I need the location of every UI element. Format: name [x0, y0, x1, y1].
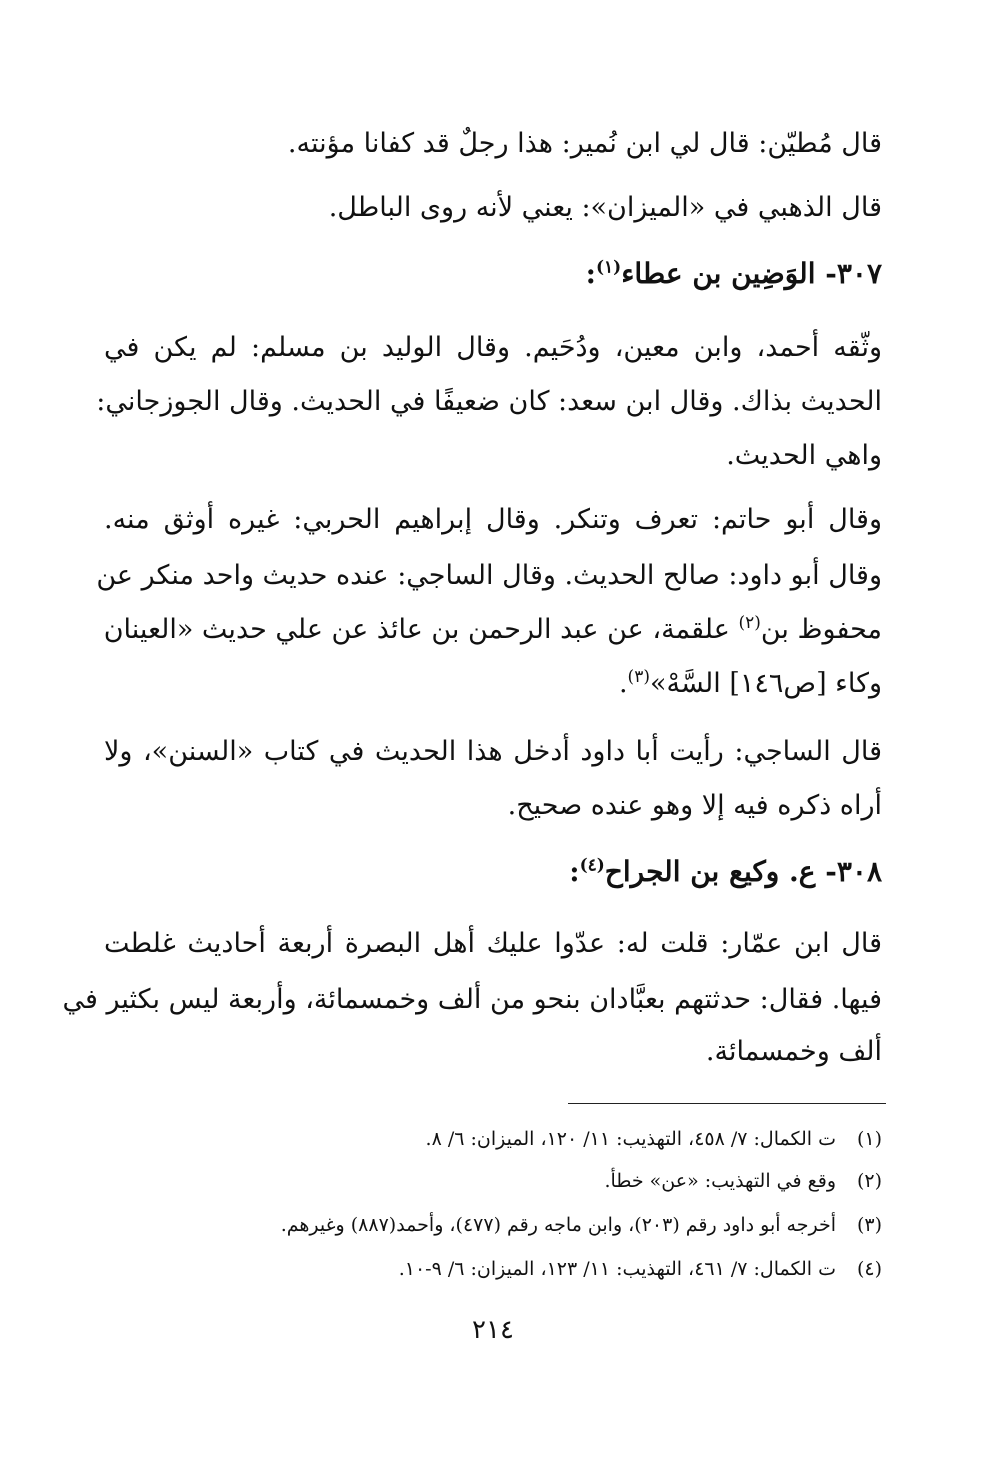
entry-heading-308 [104, 852, 882, 892]
text-line: قال مُطيّن: قال لي ابن نُمير: هذا رجلٌ قد كفانا مؤنته. [287, 128, 882, 159]
footnote [104, 1210, 882, 1240]
text-line: الحديث بذاك. وقال ابن سعد: كان ضعيفًا في الحديث. وقال الجوزجاني: [96, 386, 882, 417]
text-line: وثّقه أحمد، وابن معين، ودُحَيم. وقال الوليد بن مسلم: لم يكن في [104, 332, 882, 363]
text-line: قال الساجي: رأيت أبا داود أدخل هذا الحديث في كتاب «السنن»، ولا [104, 736, 882, 767]
footnote-text: ت الكمال: ٧/ ٤٥٨، التهذيب: ١١/ ١٢٠، الميزان: ٦/ ٨. [425, 1128, 836, 1150]
text-line: فيها. فقال: حدثتهم بعبَّادان بنحو من ألف وخمسمائة، وأربعة ليس بكثير في [62, 984, 882, 1015]
footnote-ref: (٢) [738, 613, 761, 633]
footnote [104, 1254, 882, 1284]
footnote-number: (٤) [856, 1258, 882, 1280]
footnote-text: ت الكمال: ٧/ ٤٦١، التهذيب: ١١/ ١٢٣، الميزان: ٦/ ٩-١٠. [398, 1258, 836, 1280]
text-line: وقال أبو حاتم: تعرف وتنكر. وقال إبراهيم الحربي: غيره أوثق منه. [104, 504, 882, 535]
text-line: واهي الحديث. [726, 440, 882, 471]
text-segment: علقمة، عن عبد الرحمن بن عائذ عن علي حديث «العينان [103, 614, 739, 645]
text-segment: وكاء [ص١٤٦] السَّهْ» [649, 668, 882, 699]
footnote-text: أخرجه أبو داود رقم (٢٠٣)، وابن ماجه رقم (٤٧٧)، وأحمد(٨٨٧) وغيرهم. [280, 1214, 836, 1236]
heading-colon: : [569, 855, 580, 888]
text-line: قال ابن عمّار: قلت له: عدّوا عليك أهل البصرة أربعة أحاديث غلطت [104, 928, 882, 959]
footnote-ref: (١) [595, 257, 622, 278]
main-text [62, 0, 882, 1080]
footnote-ref: (٤) [579, 855, 605, 876]
text-line [104, 664, 882, 704]
heading-colon: : [585, 257, 596, 290]
footnote-divider [568, 1103, 886, 1104]
footnote-ref: (٣) [627, 667, 650, 687]
entry-title: ٣٠٧- الوَضِين بن عطاء [621, 257, 882, 290]
text-line: أراه ذكره فيه إلا وهو عنده صحيح. [507, 790, 882, 821]
entry-heading-307 [104, 254, 882, 294]
footnote-number: (١) [856, 1128, 882, 1150]
line-end-dot: . [618, 668, 628, 699]
footnote [104, 1124, 882, 1154]
text-segment: محفوظ بن [760, 614, 882, 645]
text-line: قال الذهبي في «الميزان»: يعني لأنه روى الباطل. [328, 192, 882, 223]
text-line: ألف وخمسمائة. [705, 1036, 882, 1067]
page-number: ٢١٤ [472, 1315, 514, 1345]
text-line: وقال أبو داود: صالح الحديث. وقال الساجي: عنده حديث واحد منكر عن [96, 560, 882, 591]
footnote-number: (٢) [856, 1170, 882, 1192]
footnote-text: وقع في التهذيب: «عن» خطأ. [604, 1170, 836, 1192]
footnote [104, 1166, 882, 1196]
footnote-number: (٣) [856, 1214, 882, 1236]
text-line [104, 610, 882, 650]
entry-title: ٣٠٨- ع. وكيع بن الجراح [604, 855, 882, 888]
